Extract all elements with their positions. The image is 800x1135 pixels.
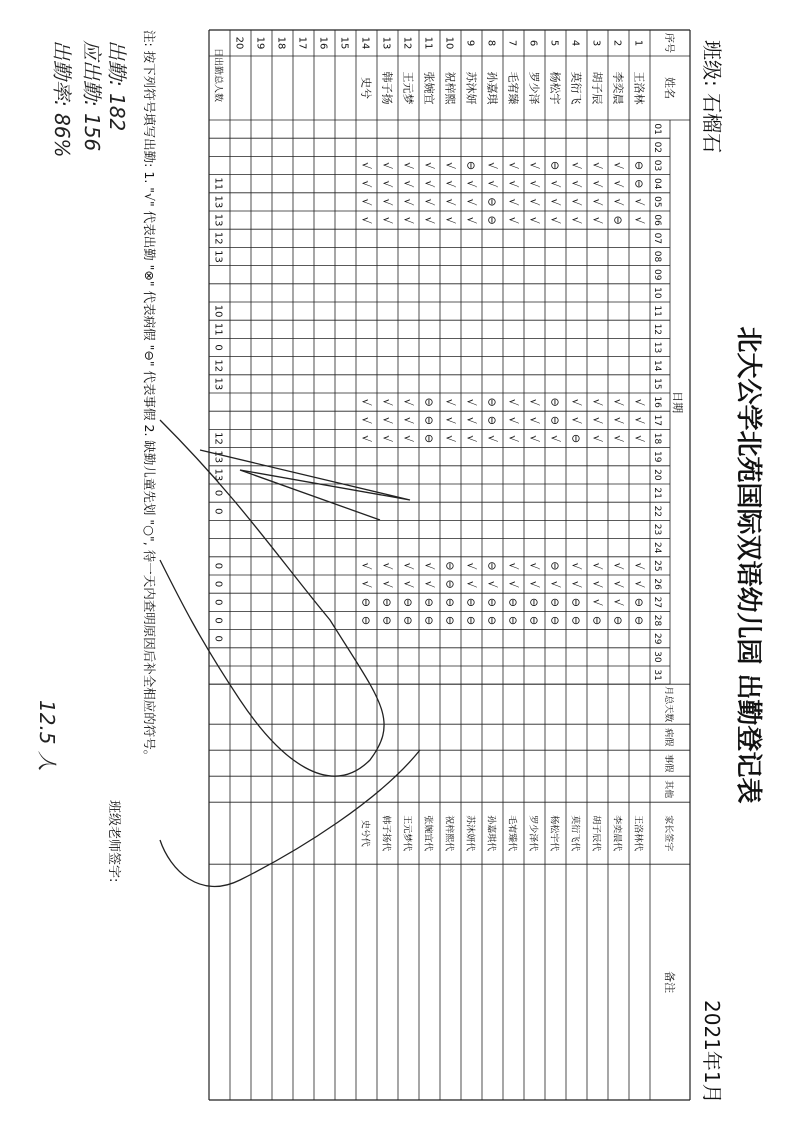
row-seq: 2	[611, 39, 623, 47]
attendance-mark: √	[590, 434, 604, 443]
daily-total-value: 13	[212, 468, 224, 482]
daily-total-value: 10	[212, 304, 224, 318]
class-label: 班级: 石榴石	[700, 40, 724, 154]
attendance-mark: ⊖	[569, 433, 583, 444]
date-col-18: 18	[652, 432, 662, 445]
parent-signature: 莫衍飞代	[569, 815, 580, 852]
attendance-mark: √	[464, 198, 478, 206]
parent-signature: 胡子辰代	[590, 815, 601, 852]
attendance-mark: ⊖	[401, 615, 415, 626]
student-name: 史兮	[359, 77, 373, 99]
daily-total-value: 13	[212, 213, 224, 227]
attendance-mark: √	[611, 434, 625, 443]
attendance-mark: √	[464, 434, 478, 443]
attendance-mark: √	[401, 398, 415, 406]
attendance-mark: √	[548, 216, 562, 224]
row-seq: 15	[338, 36, 350, 50]
attendance-mark: √	[611, 198, 625, 206]
date-col-29: 29	[652, 632, 662, 645]
date-col-25: 25	[652, 560, 662, 572]
row-seq: 7	[506, 39, 518, 47]
attendance-mark: √	[632, 416, 646, 424]
attendance-mark: √	[569, 198, 583, 206]
attendance-mark: √	[485, 580, 499, 588]
student-name: 李奕晨	[611, 71, 625, 105]
attendance-mark: ⊖	[485, 397, 499, 407]
attendance-mark: ⊖	[632, 615, 646, 626]
attendance-mark: √	[527, 198, 541, 206]
attendance-mark: ⊖	[359, 615, 373, 626]
student-name: 孙嘉琪	[485, 71, 499, 105]
attendance-mark: √	[506, 180, 520, 188]
parent-signature: 史兮代	[359, 819, 370, 847]
row-seq: 6	[527, 39, 539, 47]
daily-total-value: 11	[212, 322, 224, 336]
header-date: 日期	[671, 391, 684, 414]
attendance-mark: √	[527, 161, 541, 170]
attendance-mark: √	[380, 434, 394, 443]
attendance-mark: √	[359, 161, 373, 170]
row-seq: 17	[296, 36, 308, 50]
student-name: 祝梓熙	[443, 71, 457, 105]
attendance-mark: ⊖	[527, 597, 541, 607]
daily-total-value: 0	[212, 489, 224, 497]
handwritten-present: 出勤: 182	[105, 40, 129, 132]
attendance-mark: √	[611, 562, 625, 570]
student-name: 莫衍飞	[569, 71, 583, 105]
attendance-mark: ⊖	[611, 215, 625, 225]
attendance-mark: √	[485, 180, 499, 188]
attendance-mark: √	[422, 161, 436, 170]
date-col-03: 03	[652, 159, 662, 172]
daily-total-value: 11	[212, 177, 224, 191]
attendance-mark: ⊖	[548, 615, 562, 626]
attendance-mark: √	[380, 180, 394, 188]
attendance-mark: √	[443, 398, 457, 406]
attendance-mark: ⊖	[569, 597, 583, 607]
student-name: 王洛林	[632, 71, 646, 105]
attendance-mark: √	[590, 416, 604, 424]
attendance-mark: ⊖	[464, 615, 478, 626]
attendance-mark: ⊖	[485, 597, 499, 607]
attendance-mark: √	[380, 216, 394, 224]
attendance-mark: √	[422, 580, 436, 588]
date-col-30: 30	[652, 651, 662, 663]
row-seq: 20	[233, 36, 245, 50]
form-title: 北大公学北苑国际双语幼儿园 出勤登记表	[733, 326, 763, 804]
attendance-mark: √	[443, 434, 457, 443]
daily-total-value: 0	[212, 508, 224, 515]
teacher-signature-label: 班级老师签字:	[106, 800, 121, 883]
attendance-mark: ⊖	[506, 615, 520, 626]
date-col-23: 23	[652, 523, 662, 536]
row-seq: 1	[632, 39, 644, 47]
attendance-mark: √	[359, 434, 373, 443]
attendance-mark: ⊖	[443, 615, 457, 626]
attendance-mark: ⊖	[632, 597, 646, 607]
attendance-mark: √	[506, 416, 520, 424]
attendance-mark: √	[506, 198, 520, 206]
date-col-10: 10	[652, 287, 662, 299]
student-name: 王元梦	[401, 71, 415, 105]
attendance-mark: ⊖	[422, 397, 436, 407]
attendance-mark: √	[590, 580, 604, 588]
attendance-mark: √	[443, 216, 457, 224]
attendance-mark: √	[359, 198, 373, 206]
row-seq: 5	[548, 39, 560, 47]
attendance-mark: ⊖	[590, 615, 604, 626]
attendance-mark: √	[590, 216, 604, 224]
date-col-04: 04	[652, 177, 662, 190]
attendance-mark: √	[590, 198, 604, 206]
row-seq: 10	[443, 36, 455, 50]
date-col-27: 27	[652, 596, 662, 609]
attendance-mark: √	[485, 434, 499, 443]
attendance-mark: ⊖	[485, 415, 499, 425]
attendance-mark: ⊖	[485, 561, 499, 571]
attendance-mark: √	[611, 161, 625, 170]
attendance-mark: ⊖	[548, 415, 562, 425]
date-col-16: 16	[652, 396, 662, 408]
date-col-24: 24	[652, 541, 662, 554]
attendance-mark: ⊖	[443, 579, 457, 589]
attendance-mark: √	[401, 580, 415, 588]
note-text: 注: 按下列符号填写出勤: 1. "√" 代表出勤 "⊗" 代表病假 "⊖" 代表事假 2. 缺勤儿童先划 "○", 待一天内查明原因后补全相应的符号。	[142, 30, 157, 763]
attendance-mark: √	[569, 180, 583, 188]
attendance-mark: √	[569, 216, 583, 224]
date-col-07: 07	[652, 232, 662, 245]
date-col-22: 22	[652, 505, 662, 518]
attendance-mark: √	[590, 562, 604, 570]
attendance-mark: √	[590, 398, 604, 406]
daily-total-value: 12	[212, 359, 224, 373]
attendance-mark: √	[506, 216, 520, 224]
attendance-mark: ⊖	[548, 397, 562, 407]
attendance-mark: √	[443, 180, 457, 188]
attendance-mark: √	[359, 216, 373, 224]
attendance-mark: √	[590, 598, 604, 606]
header-remark: 备注	[663, 971, 676, 994]
daily-total-value: 0	[212, 599, 224, 606]
parent-signature: 韩子扬代	[380, 815, 391, 852]
attendance-mark: √	[464, 180, 478, 188]
attendance-cells	[213, 37, 647, 852]
attendance-mark: √	[569, 161, 583, 170]
attendance-mark: √	[527, 180, 541, 188]
attendance-mark: ⊖	[464, 597, 478, 607]
date-col-06: 06	[652, 214, 662, 226]
attendance-mark: ⊖	[506, 597, 520, 607]
student-name: 韩子扬	[380, 71, 394, 105]
attendance-mark: √	[569, 562, 583, 570]
header-other: 其他	[663, 780, 673, 799]
parent-signature: 罗少泽代	[527, 815, 538, 852]
date-col-11: 11	[652, 305, 662, 317]
attendance-mark: ⊖	[401, 597, 415, 607]
attendance-mark: √	[485, 161, 499, 170]
date-col-05: 05	[652, 196, 662, 208]
daily-total-value: 13	[212, 250, 224, 263]
attendance-mark: √	[380, 416, 394, 424]
header-seq: 序号	[663, 33, 674, 53]
attendance-mark: √	[443, 161, 457, 170]
attendance-mark: ⊖	[422, 415, 436, 425]
attendance-mark: √	[359, 416, 373, 424]
handwritten-expected: 应出勤: 156	[80, 40, 104, 152]
attendance-mark: √	[401, 216, 415, 224]
attendance-mark: ⊖	[422, 615, 436, 626]
attendance-mark: √	[401, 562, 415, 570]
student-name: 胡子辰	[590, 71, 604, 105]
attendance-mark: √	[401, 198, 415, 206]
header-sick: 病假	[663, 728, 673, 747]
attendance-mark: √	[359, 180, 373, 188]
daily-total-value: 13	[212, 195, 224, 209]
attendance-mark: √	[422, 198, 436, 206]
attendance-mark: √	[611, 416, 625, 424]
attendance-mark: √	[611, 180, 625, 188]
date-col-21: 21	[652, 487, 662, 499]
row-seq: 13	[380, 36, 392, 50]
attendance-mark: √	[590, 180, 604, 188]
daily-total-value: 12	[212, 432, 224, 445]
attendance-mark: ⊖	[569, 615, 583, 626]
date-col-28: 28	[652, 614, 662, 627]
student-name: 张婉宜	[422, 71, 436, 105]
attendance-mark: ⊖	[611, 615, 625, 626]
parent-signature: 孙嘉琪代	[485, 815, 496, 852]
attendance-mark: √	[380, 398, 394, 406]
handwritten-margin-note: 12.5 人	[35, 700, 59, 771]
attendance-mark: √	[506, 580, 520, 588]
attendance-mark: ⊖	[632, 179, 646, 189]
attendance-mark: √	[569, 580, 583, 588]
row-seq: 16	[317, 36, 329, 50]
attendance-mark: √	[422, 562, 436, 570]
attendance-mark: ⊖	[632, 160, 646, 171]
attendance-mark: ⊖	[443, 561, 457, 571]
attendance-mark: √	[548, 434, 562, 443]
student-name: 罗少泽	[527, 71, 541, 105]
attendance-mark: ⊖	[548, 160, 562, 171]
attendance-mark: √	[401, 434, 415, 443]
attendance-mark: √	[632, 562, 646, 570]
attendance-mark: √	[611, 398, 625, 406]
attendance-mark: ⊖	[548, 597, 562, 607]
row-seq: 14	[359, 36, 371, 50]
attendance-mark: √	[506, 161, 520, 170]
date-col-14: 14	[652, 359, 662, 372]
parent-signature: 王洛林代	[632, 815, 643, 852]
daily-total-value: 0	[212, 344, 224, 351]
attendance-mark: √	[590, 161, 604, 170]
attendance-mark: ⊖	[380, 597, 394, 607]
attendance-mark: √	[527, 216, 541, 224]
attendance-mark: √	[443, 198, 457, 206]
header-monthly-days: 月总天数	[663, 686, 673, 723]
attendance-mark: √	[464, 580, 478, 588]
parent-signature: 李奕晨代	[611, 815, 622, 852]
attendance-mark: ⊖	[527, 615, 541, 626]
parent-signature: 毛宥臻代	[506, 815, 517, 852]
attendance-mark: √	[527, 398, 541, 406]
date-col-02: 02	[652, 141, 662, 154]
date-col-08: 08	[652, 250, 662, 263]
daily-total-value: 0	[212, 580, 224, 588]
student-name: 毛宥臻	[506, 71, 520, 105]
attendance-mark: √	[464, 562, 478, 570]
attendance-mark: ⊖	[380, 615, 394, 626]
attendance-mark: √	[548, 580, 562, 588]
attendance-mark: √	[611, 598, 625, 606]
attendance-mark: ⊖	[485, 215, 499, 225]
attendance-mark: √	[422, 180, 436, 188]
attendance-mark: ⊖	[548, 561, 562, 571]
date-col-15: 15	[652, 378, 662, 390]
attendance-mark: √	[380, 161, 394, 170]
date-col-09: 09	[652, 268, 662, 281]
attendance-mark: √	[401, 416, 415, 424]
date-col-19: 19	[652, 450, 662, 463]
date-col-01: 01	[652, 123, 662, 135]
scribble-mark-2	[200, 450, 410, 520]
attendance-mark: ⊖	[485, 197, 499, 207]
attendance-mark: √	[569, 416, 583, 424]
attendance-mark: √	[527, 416, 541, 424]
row-seq: 12	[401, 36, 413, 50]
attendance-mark: √	[632, 216, 646, 224]
attendance-mark: √	[422, 216, 436, 224]
attendance-mark: √	[632, 198, 646, 206]
daily-total-value: 12	[212, 231, 224, 245]
attendance-mark: √	[506, 434, 520, 443]
attendance-mark: √	[527, 562, 541, 570]
attendance-mark: ⊖	[464, 160, 478, 171]
parent-signature: 张婉宜代	[422, 815, 433, 852]
attendance-mark: √	[464, 416, 478, 424]
attendance-mark: √	[548, 180, 562, 188]
attendance-mark: √	[380, 580, 394, 588]
row-seq: 3	[590, 39, 602, 47]
attendance-mark: √	[548, 198, 562, 206]
daily-total-value: 0	[212, 635, 224, 642]
attendance-mark: √	[506, 398, 520, 406]
date-col-13: 13	[652, 341, 662, 354]
attendance-mark: √	[464, 398, 478, 406]
date-col-20: 20	[652, 469, 662, 481]
attendance-mark: ⊖	[422, 433, 436, 444]
parent-signature: 杨松宇代	[548, 815, 559, 852]
attendance-mark: √	[464, 216, 478, 224]
row-seq: 9	[464, 39, 476, 47]
attendance-mark: √	[527, 434, 541, 443]
parent-signature: 苏沐妍代	[464, 815, 475, 852]
month-label: 2021年1月	[700, 1000, 724, 1104]
header-name: 姓名	[663, 77, 676, 99]
student-name: 苏沐妍	[464, 71, 478, 105]
date-col-17: 17	[652, 414, 662, 427]
attendance-mark: √	[443, 416, 457, 424]
header-personal: 事假	[663, 754, 673, 773]
attendance-mark: √	[359, 580, 373, 588]
attendance-mark: ⊖	[485, 615, 499, 626]
parent-signature: 祝梓熙代	[443, 815, 454, 852]
attendance-mark: √	[632, 398, 646, 406]
row-seq: 18	[275, 36, 287, 50]
row-seq: 19	[254, 36, 266, 50]
daily-total-value: 13	[212, 377, 224, 391]
attendance-mark: ⊖	[422, 597, 436, 607]
daily-total-value: 0	[212, 562, 224, 570]
daily-total-label: 日出勤总人数	[212, 47, 223, 103]
attendance-mark: √	[527, 580, 541, 588]
attendance-mark: √	[632, 580, 646, 588]
attendance-mark: √	[632, 434, 646, 443]
header-parent-signature: 家长签字	[663, 815, 673, 852]
row-seq: 8	[485, 39, 497, 47]
row-seq: 4	[569, 39, 581, 47]
attendance-mark: √	[359, 398, 373, 406]
attendance-mark: √	[359, 562, 373, 570]
date-col-31: 31	[652, 669, 662, 681]
attendance-mark: ⊖	[359, 597, 373, 607]
attendance-mark: √	[380, 198, 394, 206]
attendance-mark: √	[401, 161, 415, 170]
attendance-mark: ⊖	[443, 597, 457, 607]
row-seq: 11	[422, 36, 434, 50]
daily-total-value: 13	[212, 450, 224, 464]
attendance-mark: √	[380, 562, 394, 570]
student-name: 杨松宇	[548, 71, 562, 105]
date-col-12: 12	[652, 323, 662, 336]
attendance-mark: √	[401, 180, 415, 188]
daily-total-value: 0	[212, 617, 224, 624]
date-col-26: 26	[652, 578, 662, 590]
attendance-mark: √	[611, 580, 625, 588]
attendance-mark: √	[506, 562, 520, 570]
attendance-mark: √	[569, 398, 583, 406]
parent-signature: 王元梦代	[401, 815, 412, 852]
handwritten-rate: 出勤率: 86%	[50, 40, 74, 158]
